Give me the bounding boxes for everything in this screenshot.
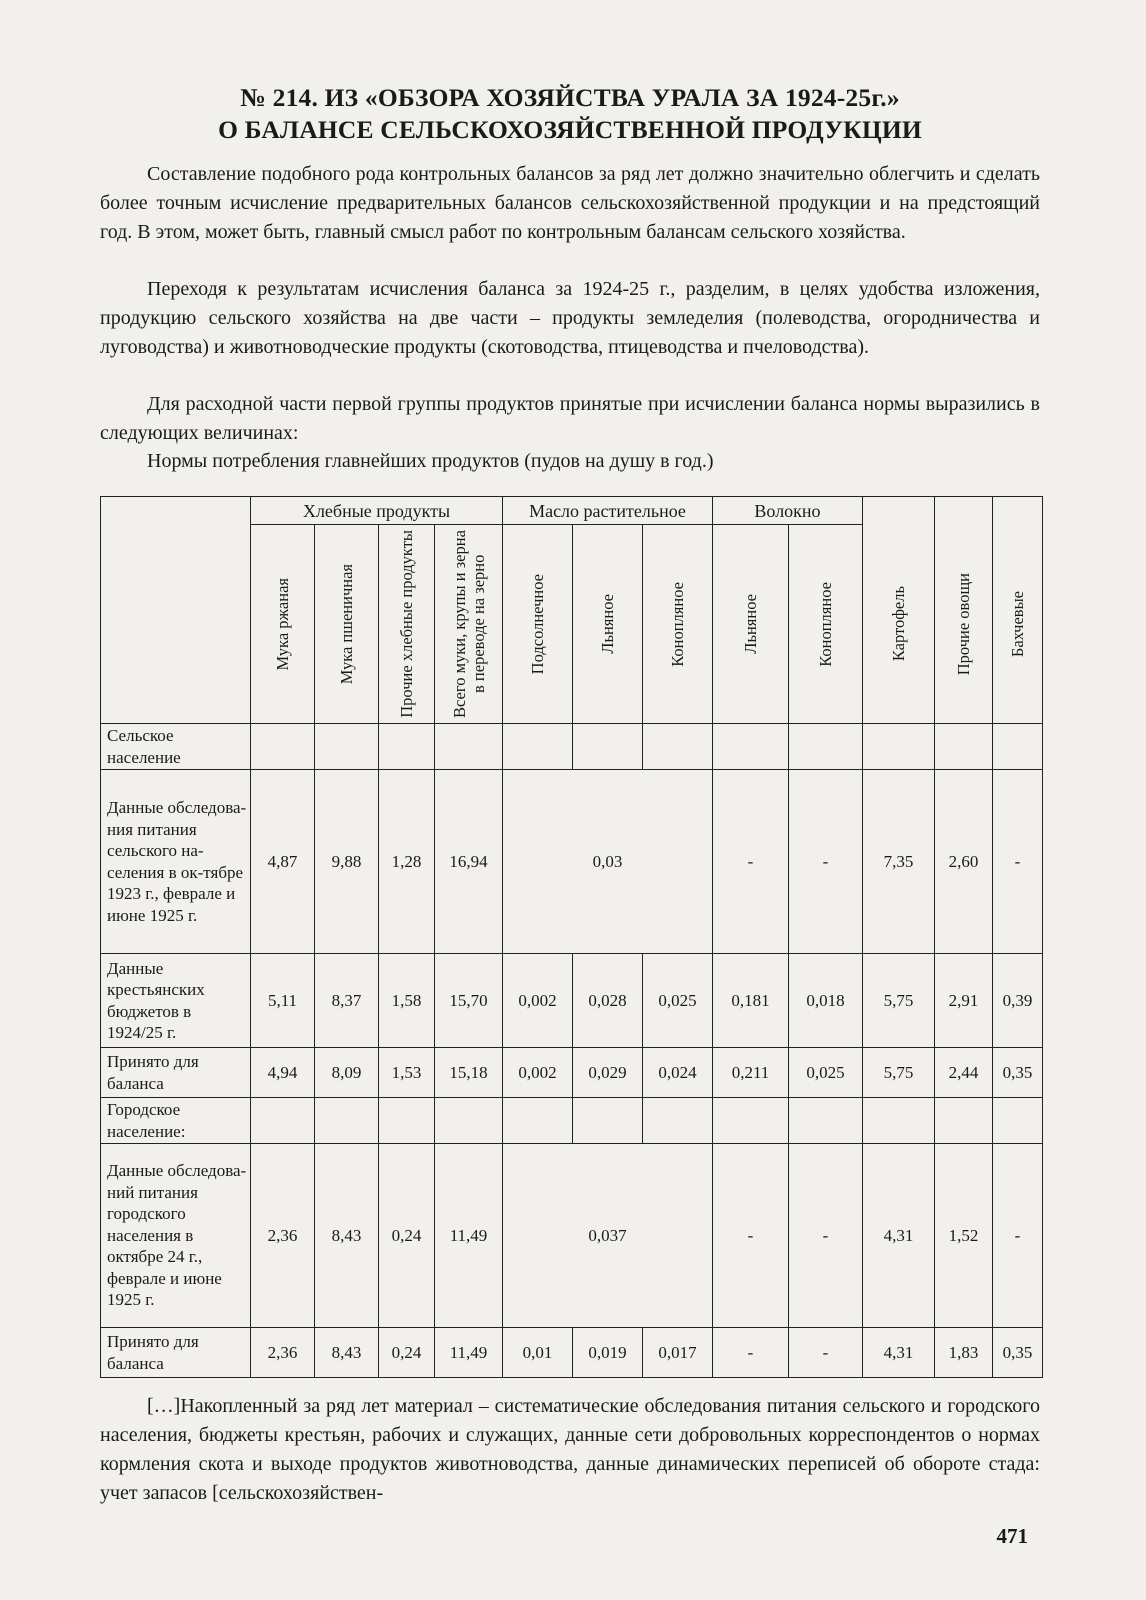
table-corner-cell [101,497,251,525]
table-group-header-row [101,497,1043,525]
table-row [101,1144,1043,1328]
group-empty-potato [863,497,935,525]
col-header-text: Картофель [889,586,908,662]
cell: 0,01 [503,1328,573,1378]
cell: 5,75 [863,1048,935,1098]
cell: 0,029 [573,1048,643,1098]
cell: 1,58 [379,954,435,1048]
group-vegetable-oil: Масло растительное [503,497,713,525]
section-row-urban [101,1098,1043,1144]
page-number: 471 [996,1524,1028,1548]
section-row-rural [101,724,1043,770]
cell: 8,09 [315,1048,379,1098]
cell: 11,49 [435,1144,503,1328]
col-header-rye-flour [251,525,315,724]
title-line-2: О БАЛАНСЕ СЕЛЬСКОХОЗЯЙСТВЕННОЙ ПРОДУКЦИИ [218,115,922,144]
table-caption [100,447,1040,476]
cell: 0,35 [993,1048,1043,1098]
cell: 2,91 [935,954,993,1048]
cell: 0,025 [643,954,713,1048]
cell: - [713,1328,789,1378]
row-label: Принято для баланса [101,1048,251,1098]
cell: 0,181 [713,954,789,1048]
consumption-norms-table [100,496,1043,1378]
paragraph-2 [100,275,1040,362]
col-header-other-vegetables [935,525,993,724]
cell: 8,43 [315,1328,379,1378]
cell: 5,75 [863,954,935,1048]
document-title [100,82,1040,146]
cell: 15,18 [435,1048,503,1098]
cell: 1,53 [379,1048,435,1098]
col-header-text: Всего муки, крупы и зерна в переводе на зерно [449,530,488,718]
col-header-hemp-fiber [789,525,863,724]
col-header-text: Прочие овощи [954,572,973,675]
cell: 0,024 [643,1048,713,1098]
section-label-rural: Сельское население [101,724,251,770]
cell: - [789,1328,863,1378]
paragraph-1-text: Составление подобного рода контрольных балансов за ряд лет должно значительно облегчить и сделать более точным исчисление предварительных балансов сельскохозяйственной продукции и на предстоящий год. В этом, может быть, главный смысл работ по контрольным балансам сельского хозяйства. [100,163,1040,243]
table-row [101,1328,1043,1378]
col-header-wheat-flour [315,525,379,724]
cell: 11,49 [435,1328,503,1378]
cell: 9,88 [315,770,379,954]
cell: - [713,1144,789,1328]
col-header-text: Конопляное [668,581,687,667]
cell: - [713,770,789,954]
cell: 0,35 [993,1328,1043,1378]
cell: 0,002 [503,954,573,1048]
table-column-header-row [101,525,1043,724]
cell: 1,52 [935,1144,993,1328]
col-header-melons [993,525,1043,724]
table-corner-cell-lower [101,525,251,724]
group-fiber: Волокно [713,497,863,525]
table-row [101,770,1043,954]
col-header-flax-fiber [713,525,789,724]
cell: 0,017 [643,1328,713,1378]
group-empty-melons [993,497,1043,525]
col-header-sunflower-oil [503,525,573,724]
col-header-linseed-oil [573,525,643,724]
col-header-text: Прочие хлебные продукты [397,530,416,718]
cell: 0,018 [789,954,863,1048]
table-caption-text: Нормы потребления главнейших продуктов (пудов на душу в год.) [147,450,714,472]
cell: 5,11 [251,954,315,1048]
paragraph-3-text: Для расходной части первой группы продуктов принятые при исчислении баланса нормы выразились в следующих величинах: [100,393,1040,444]
cell: 8,43 [315,1144,379,1328]
cell: 0,002 [503,1048,573,1098]
cell: 2,44 [935,1048,993,1098]
paragraph-3 [100,390,1040,448]
cell: 2,60 [935,770,993,954]
group-grain: Хлебные продукты [251,497,503,525]
cell: 4,31 [863,1144,935,1328]
cell: 0,019 [573,1328,643,1378]
cell: 16,94 [435,770,503,954]
row-label: Принято для баланса [101,1328,251,1378]
cell: 4,94 [251,1048,315,1098]
cell-merged-oil: 0,037 [503,1144,713,1328]
cell: - [993,1144,1043,1328]
cell: 4,87 [251,770,315,954]
col-header-total-grain [435,525,503,724]
title-line-1: № 214. ИЗ «ОБЗОРА ХОЗЯЙСТВА УРАЛА ЗА 1924-25г.» [240,83,900,112]
cell: 0,211 [713,1048,789,1098]
cell: 1,28 [379,770,435,954]
table-row [101,1048,1043,1098]
cell: - [993,770,1043,954]
col-header-text: Подсолнечное [528,573,547,675]
cell: 15,70 [435,954,503,1048]
cell: 0,028 [573,954,643,1048]
paragraph-2-text: Переходя к результатам исчисления баланса за 1924-25 г., разделим, в целях удобства изложения, продукцию сельского хозяйства на две части – продукты земледелия (полеводства, огородничества и луговодства) и животноводческие продукты (скотоводства, птицеводства и пчеловодства). [100,278,1040,358]
cell: 2,36 [251,1328,315,1378]
col-header-text: Мука пшеничная [337,563,356,685]
cell: 1,83 [935,1328,993,1378]
row-label: Данные крестьянских бюджетов в 1924/25 г. [101,954,251,1048]
col-header-potato [863,525,935,724]
cell-merged-oil: 0,03 [503,770,713,954]
cell: - [789,1144,863,1328]
cell: 0,39 [993,954,1043,1048]
col-header-text: Льняное [598,594,617,654]
cell: 8,37 [315,954,379,1048]
cell: 0,025 [789,1048,863,1098]
cell: 0,24 [379,1328,435,1378]
col-header-text: Конопляное [816,581,835,667]
col-header-text: Льняное [741,594,760,654]
col-header-text: Мука ржаная [273,577,292,671]
cell: 2,36 [251,1144,315,1328]
paragraph-5 [100,1392,1040,1508]
table-row [101,954,1043,1048]
cell: - [789,770,863,954]
cell: 0,24 [379,1144,435,1328]
row-label: Данные обследова-ний питания городского населения в октябре 24 г., феврале и июне 1925 г. [101,1144,251,1328]
row-label: Данные обследова-ния питания сельского на-селения в ок-тябре 1923 г., феврале и июне 1925 г. [101,770,251,954]
col-header-other-grain [379,525,435,724]
cell: 7,35 [863,770,935,954]
group-empty-vegetables [935,497,993,525]
section-label-urban: Городское население: [101,1098,251,1144]
paragraph-1 [100,160,1040,247]
col-header-text: Бахчевые [1008,590,1027,657]
cell: 4,31 [863,1328,935,1378]
col-header-hemp-oil [643,525,713,724]
paragraph-5-text: […]Накопленный за ряд лет материал – систематические обследования питания сельского и городского населения, бюджеты крестьян, рабочих и служащих, данные сети добровольных корреспондентов о нормах кормления скота и выходе продуктов животноводства, данные динамических переписей об обороте стада: учет запасов [сельскохозяйствен- [100,1395,1040,1504]
